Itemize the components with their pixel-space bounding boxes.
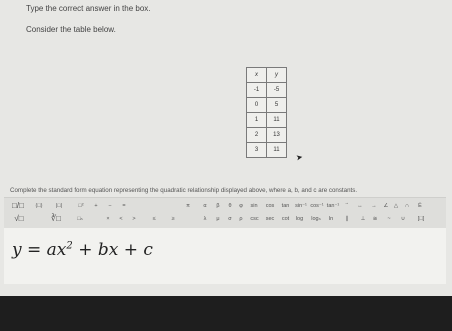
- sigma-button[interactable]: σ: [228, 216, 232, 222]
- cube-root-button[interactable]: ∛□: [51, 214, 61, 223]
- question-intro: Consider the table below.: [26, 25, 116, 34]
- less-equal-button[interactable]: ≤: [152, 216, 156, 222]
- lambda-button[interactable]: λ: [203, 216, 207, 222]
- answer-rest: + bx + c: [78, 240, 153, 260]
- matrix-button[interactable]: [□]: [417, 216, 425, 222]
- answer-y: y: [12, 240, 22, 260]
- answer-exponent: 2: [66, 240, 73, 252]
- table-cell: 1: [247, 113, 267, 128]
- table-cell: 2: [247, 128, 267, 143]
- table-header-y: y: [267, 68, 287, 83]
- parentheses-button[interactable]: (□): [35, 203, 43, 209]
- table-row: [247, 128, 287, 143]
- greater-equal-button[interactable]: ≥: [171, 216, 175, 222]
- table-cell: 11: [267, 143, 287, 158]
- csc-button[interactable]: csc: [250, 216, 259, 222]
- theta-button[interactable]: θ: [228, 203, 232, 209]
- mu-button[interactable]: μ: [216, 216, 220, 222]
- answer-ax: ax: [46, 240, 67, 260]
- times-button[interactable]: ×: [106, 216, 110, 222]
- table-row: [247, 83, 287, 98]
- table-row: [247, 98, 287, 113]
- subscript-button[interactable]: □ₙ: [77, 216, 83, 222]
- ray-button[interactable]: →: [371, 203, 377, 209]
- triangle-button[interactable]: △: [393, 203, 399, 209]
- tan-button[interactable]: tan: [281, 203, 290, 209]
- parallel-button[interactable]: ∥: [345, 216, 349, 222]
- minus-button[interactable]: −: [108, 203, 112, 209]
- beta-button[interactable]: β: [216, 203, 220, 209]
- cos-button[interactable]: cos: [265, 203, 275, 209]
- log-base-button[interactable]: logₙ: [311, 216, 321, 222]
- cot-button[interactable]: cot: [281, 216, 290, 222]
- arccos-button[interactable]: cos⁻¹: [310, 203, 324, 209]
- less-than-button[interactable]: <: [119, 216, 123, 222]
- perpendicular-button[interactable]: ⊥: [360, 216, 366, 222]
- square-root-button[interactable]: √□: [14, 214, 24, 223]
- question-prompt: Complete the standard form equation representing the quadratic relationship displayed above, where a, b, and c are constants.: [10, 187, 358, 194]
- plus-button[interactable]: +: [94, 203, 98, 209]
- arctan-button[interactable]: tan⁻¹: [326, 203, 340, 209]
- table-row: [247, 143, 287, 158]
- table-row: [247, 113, 287, 128]
- exponent-button[interactable]: □²: [78, 203, 84, 209]
- phi-button[interactable]: φ: [239, 203, 243, 209]
- table-cell: 5: [267, 98, 287, 113]
- alpha-button[interactable]: α: [203, 203, 207, 209]
- greater-than-button[interactable]: >: [132, 216, 136, 222]
- pi-button[interactable]: π: [186, 203, 190, 209]
- equals-button[interactable]: =: [122, 203, 126, 209]
- table-cell: 0: [247, 98, 267, 113]
- table-cell: -5: [267, 83, 287, 98]
- sec-button[interactable]: sec: [265, 216, 275, 222]
- fraction-button[interactable]: □/□: [12, 201, 24, 210]
- answer-equation: [12, 240, 153, 260]
- ln-button[interactable]: ln: [328, 216, 334, 222]
- answer-input-box[interactable]: [4, 228, 446, 284]
- congruent-button[interactable]: ≅: [372, 216, 378, 222]
- xy-table: [246, 67, 287, 158]
- answer-equals: =: [27, 240, 42, 260]
- angle-button[interactable]: ∠: [383, 203, 389, 209]
- math-toolbar: [4, 197, 446, 229]
- table-cell: -1: [247, 83, 267, 98]
- rho-button[interactable]: ρ: [239, 216, 243, 222]
- similar-button[interactable]: ~: [387, 216, 391, 222]
- table-cell: 11: [267, 113, 287, 128]
- vector-button[interactable]: [343, 200, 353, 212]
- table-cell: 3: [247, 143, 267, 158]
- table-header-x: x: [247, 68, 267, 83]
- table-cell: 13: [267, 128, 287, 143]
- mouse-cursor-icon: ➤: [295, 152, 304, 163]
- bottom-bar: [0, 296, 452, 331]
- sin-button[interactable]: sin: [250, 203, 258, 209]
- segment-button[interactable]: Ē: [418, 203, 422, 209]
- instruction-text: Type the correct answer in the box.: [26, 4, 151, 13]
- union-button[interactable]: ∪: [400, 216, 406, 222]
- line-button[interactable]: ↔: [357, 203, 363, 209]
- log-button[interactable]: log: [295, 216, 304, 222]
- absolute-value-button[interactable]: |□|: [55, 203, 63, 209]
- intersection-button[interactable]: ∩: [405, 203, 409, 209]
- arcsin-button[interactable]: sin⁻¹: [295, 203, 307, 209]
